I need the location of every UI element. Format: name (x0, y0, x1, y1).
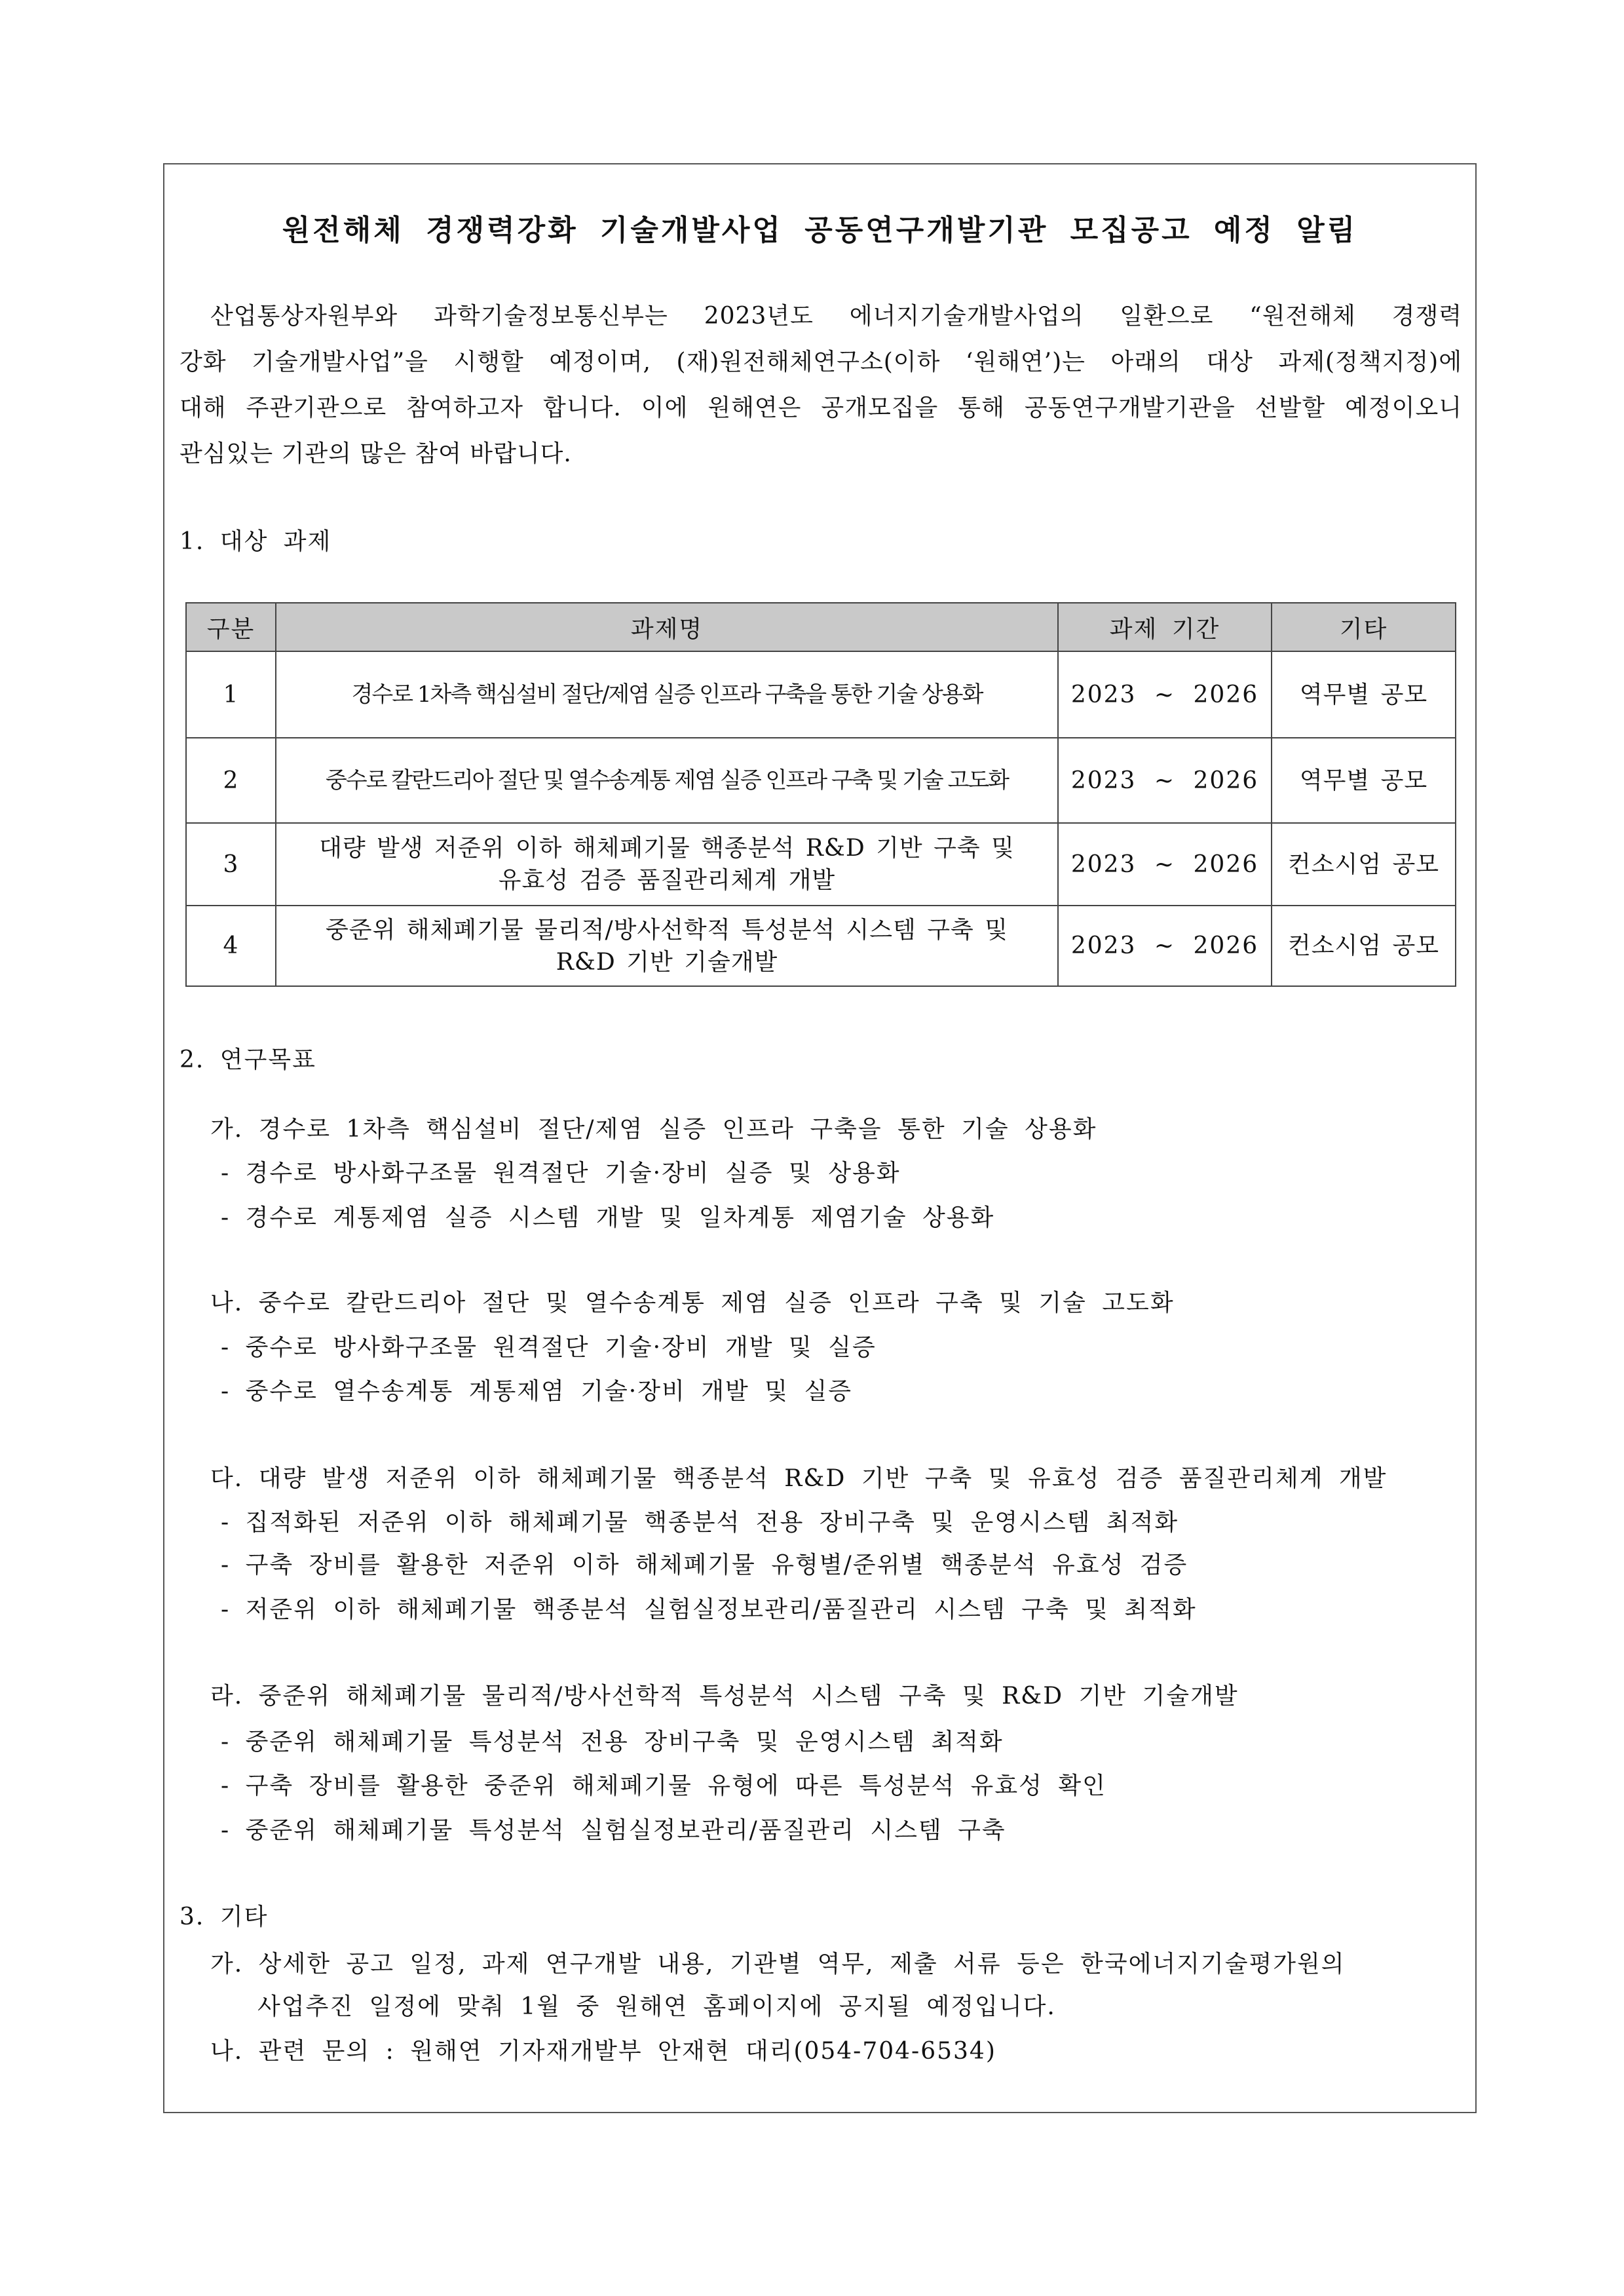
cell-note: 컨소시엄 공모 (1272, 823, 1456, 906)
column-header-task-name: 과제명 (276, 603, 1058, 651)
cell-no: 4 (186, 906, 276, 986)
goal-item: - 저준위 이하 해체폐기물 핵종분석 실험실정보관리/품질관리 시스템 구축 및 최적화 (221, 1596, 1197, 1623)
goal-title: 가. 경수로 1차측 핵심설비 절단/제염 실증 인프라 구축을 통한 기술 상용화 (210, 1116, 1097, 1143)
etc-item: 가. 상세한 공고 일정, 과제 연구개발 내용, 기관별 역무, 제출 서류 등은 한국에너지기술평가원의 (210, 1951, 1346, 1978)
etc-item-continuation: 사업추진 일정에 맞춰 1월 중 원해연 홈페이지에 공지될 예정입니다. (257, 1993, 1056, 2020)
goal-title: 다. 대량 발생 저준위 이하 해체폐기물 핵종분석 R&D 기반 구축 및 유효성 검증 품질관리체계 개발 (210, 1465, 1388, 1492)
cell-task-name (276, 906, 1058, 986)
cell-period: 2023 ~ 2026 (1058, 906, 1272, 986)
task-name-line: 중준위 해체폐기물 물리적/방사선학적 특성분석 시스템 구축 및 (326, 916, 1008, 944)
cell-period: 2023 ~ 2026 (1058, 651, 1272, 738)
cell-no: 1 (186, 651, 276, 738)
column-header-no: 구분 (186, 603, 276, 651)
intro-line: 관심있는 기관의 많은 참여 바랍니다. (179, 440, 572, 467)
goal-item: - 구축 장비를 활용한 저준위 이하 해체폐기물 유형별/준위별 핵종분석 유효성 검증 (221, 1552, 1188, 1578)
task-name-line: 대량 발생 저준위 이하 해체폐기물 핵종분석 R&D 기반 구축 및 (319, 835, 1015, 862)
table-row (186, 738, 1456, 823)
intro-line: 대해 주관기관으로 참여하고자 합니다. 이에 원해연은 공개모집을 통해 공동연구개발기관을 선발할 예정이오니 (179, 394, 1462, 421)
task-name-line: 경수로 1차측 핵심설비 절단/제염 실증 인프라 구축을 통한 기술 상용화 (351, 681, 983, 708)
cell-period: 2023 ~ 2026 (1058, 823, 1272, 906)
task-name-line: 중수로 칼란드리아 절단 및 열수송계통 제염 실증 인프라 구축 및 기술 고도화 (325, 767, 1009, 794)
cell-task-name (276, 651, 1058, 738)
table-header-row (186, 603, 1456, 651)
task-name-line: R&D 기반 기술개발 (556, 948, 778, 976)
column-header-note: 기타 (1272, 603, 1456, 651)
goal-item: - 중수로 열수송계통 계통제염 기술·장비 개발 및 실증 (221, 1378, 853, 1405)
goal-item: - 경수로 계통제염 실증 시스템 개발 및 일차계통 제염기술 상용화 (221, 1204, 995, 1231)
goal-item: - 경수로 방사화구조물 원격절단 기술·장비 실증 및 상용화 (221, 1160, 901, 1187)
cell-task-name (276, 823, 1058, 906)
cell-no: 3 (186, 823, 276, 906)
table-row (186, 906, 1456, 986)
cell-task-name (276, 738, 1058, 823)
goal-item: - 중준위 해체폐기물 특성분석 전용 장비구축 및 운영시스템 최적화 (221, 1729, 1004, 1755)
table-row (186, 823, 1456, 906)
section-heading-etc: 3. 기타 (179, 1904, 269, 1930)
goal-item: - 중준위 해체폐기물 특성분석 실험실정보관리/품질관리 시스템 구축 (221, 1817, 1006, 1844)
cell-note: 컨소시엄 공모 (1272, 906, 1456, 986)
goal-item: - 구축 장비를 활용한 중준위 해체폐기물 유형에 따른 특성분석 유효성 확인 (221, 1772, 1106, 1799)
goal-title: 나. 중수로 칼란드리아 절단 및 열수송계통 제염 실증 인프라 구축 및 기술 고도화 (210, 1290, 1175, 1316)
target-tasks-table (185, 602, 1456, 987)
task-name-line: 유효성 검증 품질관리체계 개발 (498, 867, 836, 894)
cell-note: 역무별 공모 (1272, 738, 1456, 823)
goal-title: 라. 중준위 해체폐기물 물리적/방사선학적 특성분석 시스템 구축 및 R&D 기반 기술개발 (210, 1683, 1239, 1710)
section-heading-target-tasks: 1. 대상 과제 (179, 528, 332, 555)
intro-line: 산업통상자원부와 과학기술정보통신부는 2023년도 에너지기술개발사업의 일환으로 “원전해체 경쟁력 (210, 303, 1462, 330)
table-row (186, 651, 1456, 738)
intro-line: 강화 기술개발사업”을 시행할 예정이며, (재)원전해체연구소(이하 ‘원해연’)는 아래의 대상 과제(정책지정)에 (179, 349, 1462, 375)
goal-item: - 중수로 방사화구조물 원격절단 기술·장비 개발 및 실증 (221, 1334, 877, 1361)
intro-paragraph (179, 294, 1462, 477)
cell-no: 2 (186, 738, 276, 823)
column-header-period: 과제 기간 (1058, 603, 1272, 651)
section-heading-research-goals: 2. 연구목표 (179, 1046, 316, 1073)
notice-title: 원전해체 경쟁력강화 기술개발사업 공동연구개발기관 모집공고 예정 알림 (282, 214, 1358, 247)
cell-note: 역무별 공모 (1272, 651, 1456, 738)
goal-item: - 집적화된 저준위 이하 해체폐기물 핵종분석 전용 장비구축 및 운영시스템 최적화 (221, 1509, 1179, 1536)
contact-info: 나. 관련 문의 : 원해연 기자재개발부 안재현 대리(054-704-6534) (210, 2038, 996, 2065)
cell-period: 2023 ~ 2026 (1058, 738, 1272, 823)
